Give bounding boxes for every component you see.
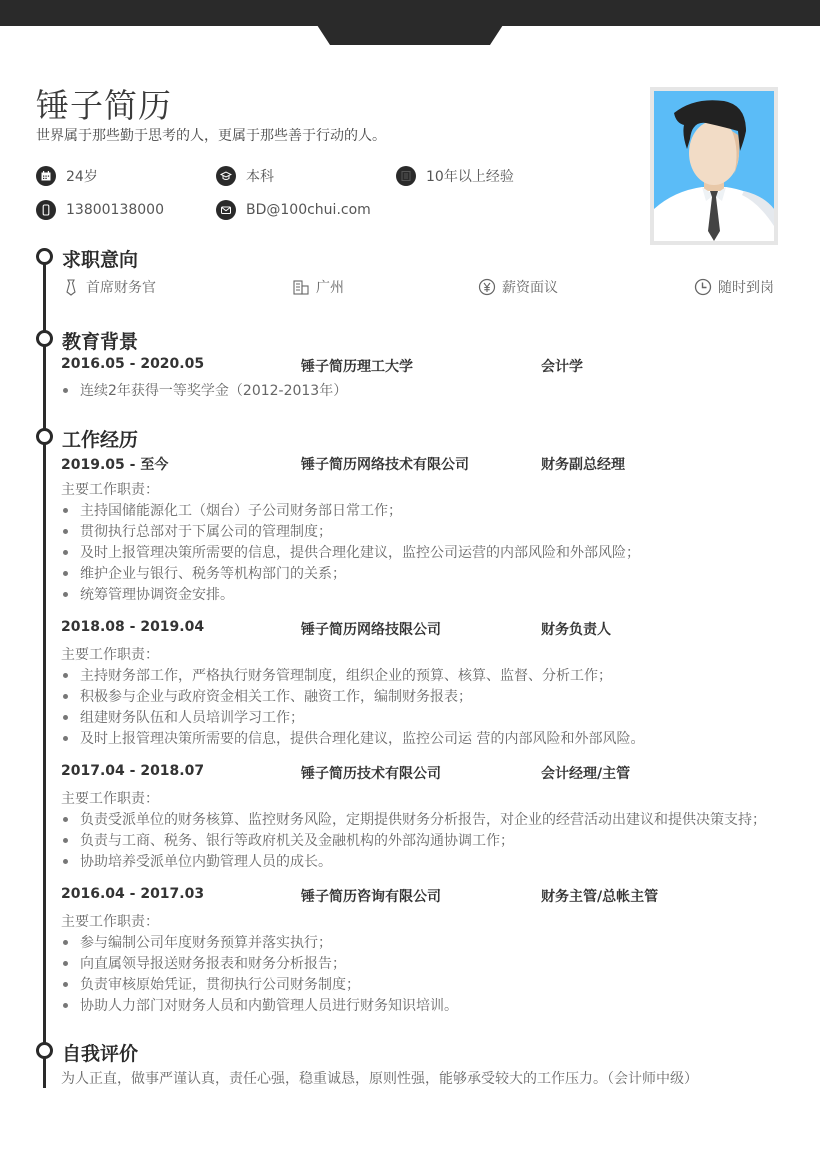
work-company: 锤子简历网络技限公司 bbox=[301, 622, 441, 638]
calendar-icon bbox=[36, 166, 56, 186]
info-experience bbox=[396, 165, 514, 187]
section-title-work: 工作经历 bbox=[62, 429, 139, 451]
list-item: 贯彻执行总部对于下属公司的管理制度； bbox=[63, 521, 332, 541]
intent-position bbox=[62, 277, 156, 297]
work-position: 财务负责人 bbox=[541, 622, 611, 638]
work-position: 财务主管/总帐主管 bbox=[541, 889, 659, 905]
resume-name: 锤子简历 bbox=[36, 86, 172, 125]
list-item: 负责受派单位的财务核算、监控财务风险，定期提供财务分析报告，对企业的经营活动出建议和提供决策支持； bbox=[63, 809, 766, 829]
work-period: 2016.04 - 2017.03 bbox=[61, 886, 205, 902]
work-position: 财务副总经理 bbox=[541, 457, 625, 473]
list-item: 主持国储能源化工（烟台）子公司财务部日常工作； bbox=[63, 500, 402, 520]
duties-label: 主要工作职责： bbox=[61, 482, 159, 498]
envelope-icon bbox=[216, 200, 236, 220]
duties-label: 主要工作职责： bbox=[61, 791, 159, 807]
work-company: 锤子简历咨询有限公司 bbox=[301, 889, 441, 905]
intent-availability bbox=[694, 277, 774, 297]
list-item: 参与编制公司年度财务预算并落实执行； bbox=[63, 932, 332, 952]
top-bar-tab bbox=[317, 25, 503, 45]
work-position: 会计经理/主管 bbox=[541, 766, 631, 782]
duties-label: 主要工作职责： bbox=[61, 914, 159, 930]
intent-salary-text: 薪资面议 bbox=[502, 280, 558, 296]
info-degree-text: 本科 bbox=[246, 169, 274, 185]
intent-salary bbox=[478, 277, 558, 297]
info-phone-text: 13800138000 bbox=[66, 202, 164, 218]
briefcase-icon bbox=[396, 166, 416, 186]
list-item: 维护企业与银行、税务等机构部门的关系； bbox=[63, 563, 346, 583]
intent-availability-text: 随时到岗 bbox=[718, 280, 774, 296]
list-item: 协助人力部门对财务人员和内勤管理人员进行财务知识培训。 bbox=[63, 995, 458, 1015]
avatar bbox=[654, 91, 774, 241]
timeline-line bbox=[43, 262, 46, 1088]
motto: 世界属于那些勤于思考的人，更属于那些善于行动的人。 bbox=[36, 128, 386, 144]
list-item: 向直属领导报送财务报表和财务分析报告； bbox=[63, 953, 346, 973]
education-major: 会计学 bbox=[541, 359, 583, 375]
work-period: 2017.04 - 2018.07 bbox=[61, 763, 205, 779]
education-school: 锤子简历理工大学 bbox=[301, 359, 413, 375]
list-item: 负责审核原始凭证，贯彻执行公司财务制度； bbox=[63, 974, 360, 994]
info-experience-text: 10年以上经验 bbox=[426, 169, 514, 185]
top-bar bbox=[0, 0, 820, 26]
section-title-education: 教育背景 bbox=[62, 331, 139, 353]
list-item: 积极参与企业与政府资金相关工作、融资工作，编制财务报表； bbox=[63, 686, 472, 706]
info-degree bbox=[216, 165, 274, 187]
info-age bbox=[36, 165, 98, 187]
intent-position-text: 首席财务官 bbox=[86, 280, 156, 296]
graduation-cap-icon bbox=[216, 166, 236, 186]
info-phone bbox=[36, 199, 164, 221]
tie-icon bbox=[62, 278, 80, 296]
list-item: 及时上报管理决策所需要的信息，提供合理化建议，监控公司运 营的内部风险和外部风险。 bbox=[63, 728, 644, 748]
yuan-icon bbox=[478, 278, 496, 296]
list-item: 组建财务队伍和人员培训学习工作； bbox=[63, 707, 304, 727]
list-item: 协助培养受派单位内勤管理人员的成长。 bbox=[63, 851, 332, 871]
phone-icon bbox=[36, 200, 56, 220]
list-item: 主持财务部工作，严格执行财务管理制度，组织企业的预算、核算、监督、分析工作； bbox=[63, 665, 612, 685]
section-marker bbox=[36, 428, 53, 445]
work-period: 2019.05 - 至今 bbox=[61, 457, 169, 473]
section-marker bbox=[36, 248, 53, 265]
education-period: 2016.05 - 2020.05 bbox=[61, 356, 205, 372]
list-item: 负责与工商、税务、银行等政府机关及金融机构的外部沟通协调工作； bbox=[63, 830, 514, 850]
work-company: 锤子简历网络技术有限公司 bbox=[301, 457, 469, 473]
list-item: 及时上报管理决策所需要的信息，提供合理化建议，监控公司运营的内部风险和外部风险； bbox=[63, 542, 640, 562]
profile-photo bbox=[650, 87, 778, 245]
list-item: 连续2年获得一等奖学金（2012-2013年） bbox=[63, 380, 347, 400]
work-company: 锤子简历技术有限公司 bbox=[301, 766, 441, 782]
clock-icon bbox=[694, 278, 712, 296]
section-title-self-eval: 自我评价 bbox=[62, 1043, 139, 1065]
building-icon bbox=[292, 278, 310, 296]
info-email bbox=[216, 199, 371, 221]
intent-city-text: 广州 bbox=[316, 280, 344, 296]
list-item: 统筹管理协调资金安排。 bbox=[63, 584, 234, 604]
info-age-text: 24岁 bbox=[66, 169, 98, 185]
section-marker bbox=[36, 1042, 53, 1059]
section-title-intent: 求职意向 bbox=[62, 249, 139, 271]
self-eval-text: 为人正直，做事严谨认真，责任心强，稳重诚恳，原则性强，能够承受较大的工作压力。（会计师中级） bbox=[61, 1071, 698, 1087]
duties-label: 主要工作职责： bbox=[61, 647, 159, 663]
section-marker bbox=[36, 330, 53, 347]
work-period: 2018.08 - 2019.04 bbox=[61, 619, 205, 635]
info-email-text: BD@100chui.com bbox=[246, 202, 371, 218]
intent-city bbox=[292, 277, 344, 297]
